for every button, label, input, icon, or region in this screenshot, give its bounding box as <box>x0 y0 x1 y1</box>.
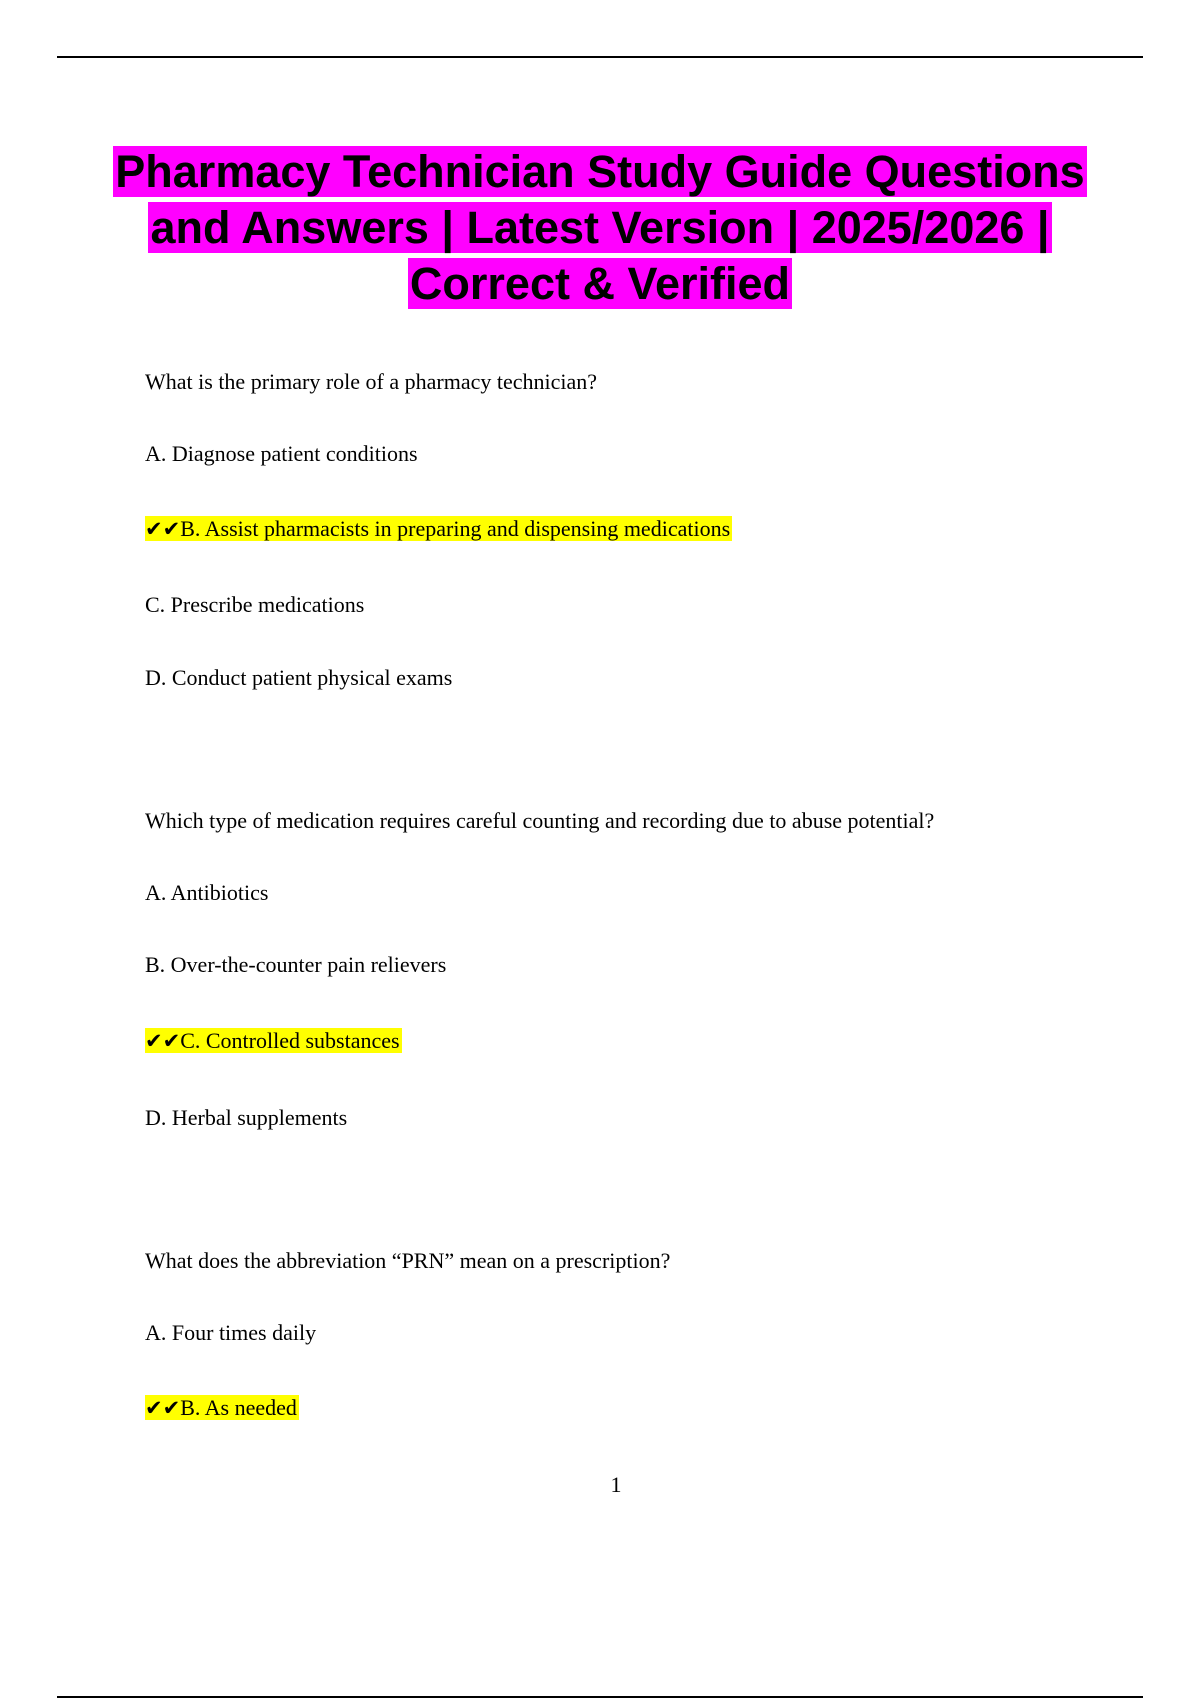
answer-text: B. Assist pharmacists in preparing and dispensing medications <box>180 516 731 541</box>
double-check-icon: ✔✔ <box>145 517 181 541</box>
question-1-option-a: A. Diagnose patient conditions <box>145 441 418 466</box>
question-1-text: What is the primary role of a pharmacy technician? <box>145 369 598 394</box>
double-check-icon: ✔✔ <box>145 1396 181 1420</box>
question-1-option-c: C. Prescribe medications <box>145 592 365 617</box>
double-check-icon: ✔✔ <box>145 1029 181 1053</box>
footer-rule <box>57 1696 1143 1698</box>
correct-answer-highlight <box>145 1395 299 1420</box>
answer-text: C. Controlled substances <box>180 1028 400 1053</box>
correct-answer-highlight <box>145 1028 402 1053</box>
question-2-text: Which type of medication requires careful counting and recording due to abuse potential? <box>145 808 935 833</box>
header-rule <box>57 56 1143 58</box>
title-highlight: Pharmacy Technician Study Guide Questions and Answers | Latest Version | 2025/2026 | Correct & Verified <box>115 146 1085 309</box>
question-3-option-a: A. Four times daily <box>145 1320 317 1345</box>
question-2-option-a: A. Antibiotics <box>145 880 269 905</box>
document-title <box>100 144 1100 312</box>
question-2-option-b: B. Over-the-counter pain relievers <box>145 952 447 977</box>
correct-answer-highlight <box>145 516 732 541</box>
question-1-option-d: D. Conduct patient physical exams <box>145 665 453 690</box>
question-3-option-b-correct <box>145 1393 299 1423</box>
question-1-option-b-correct <box>145 514 732 544</box>
question-2-option-c-correct <box>145 1026 402 1056</box>
question-2-option-d: D. Herbal supplements <box>145 1105 348 1130</box>
question-3-text: What does the abbreviation “PRN” mean on a prescription? <box>145 1248 671 1273</box>
answer-text: B. As needed <box>180 1395 297 1420</box>
page-number: 1 <box>610 1472 622 1497</box>
